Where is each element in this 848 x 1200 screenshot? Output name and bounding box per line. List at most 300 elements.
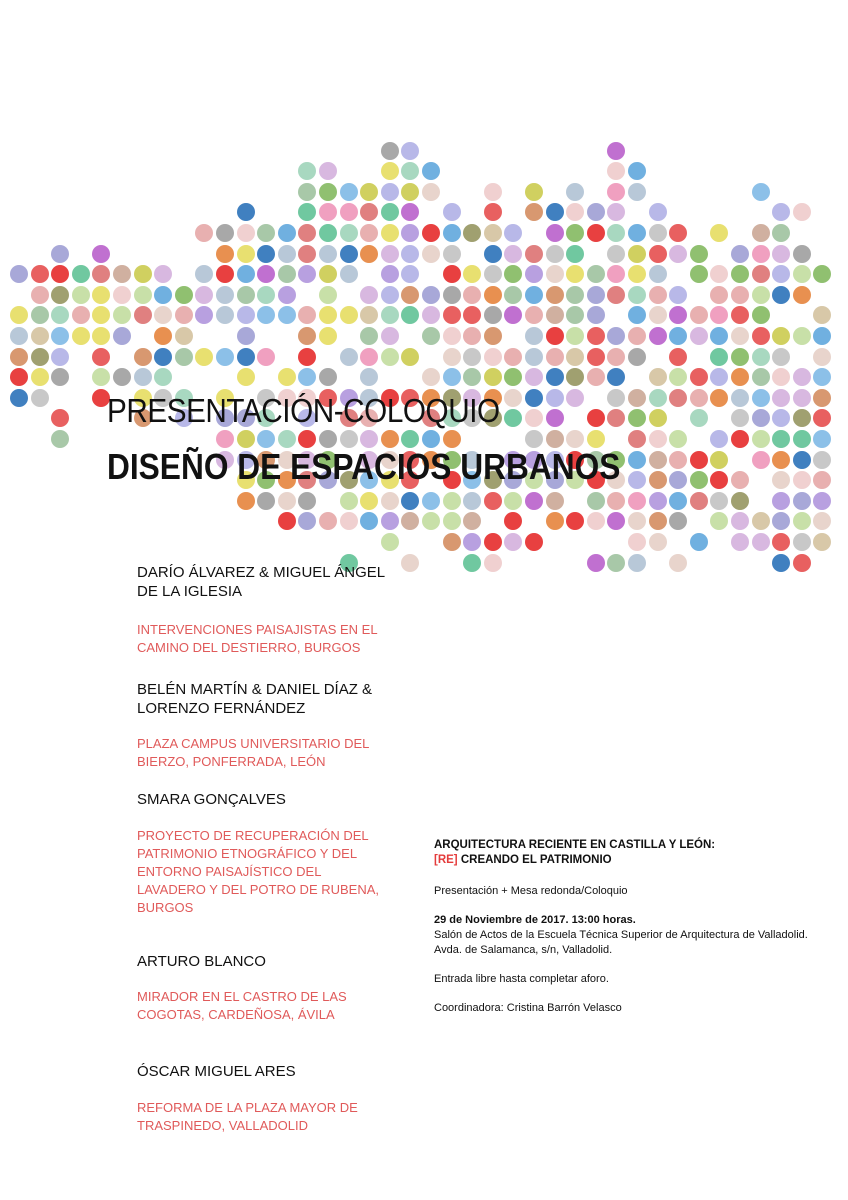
pattern-dot: [72, 286, 90, 304]
pattern-dot: [154, 327, 172, 345]
pattern-dot: [793, 389, 811, 407]
pattern-dot: [649, 471, 667, 489]
speaker-name: BELÉN MARTÍN & DANIEL DÍAZ & LORENZO FERNÁNDEZ: [137, 681, 373, 717]
pattern-dot: [257, 348, 275, 366]
pattern-dot: [319, 224, 337, 242]
pattern-dot: [607, 554, 625, 572]
pattern-dot: [31, 265, 49, 283]
pattern-dot: [504, 306, 522, 324]
pattern-dot: [587, 554, 605, 572]
pattern-dot: [443, 348, 461, 366]
speaker-project: MIRADOR EN EL CASTRO DE LAS COGOTAS, CARDEÑOSA, ÁVILA: [137, 989, 347, 1022]
pattern-dot: [113, 286, 131, 304]
pattern-dot: [628, 348, 646, 366]
pattern-dot: [134, 265, 152, 283]
pattern-dot: [484, 533, 502, 551]
pattern-dot: [340, 245, 358, 263]
pattern-dot: [443, 492, 461, 510]
pattern-dot: [10, 368, 28, 386]
pattern-dot: [319, 265, 337, 283]
pattern-dot: [504, 368, 522, 386]
pattern-dot: [484, 183, 502, 201]
pattern-dot: [525, 245, 543, 263]
pattern-dot: [813, 409, 831, 427]
pattern-dot: [546, 306, 564, 324]
event-title: DISEÑO DE ESPACIOS URBANOS: [107, 446, 621, 487]
pattern-dot: [731, 368, 749, 386]
pattern-dot: [504, 224, 522, 242]
pattern-dot: [731, 245, 749, 263]
pattern-dot: [278, 265, 296, 283]
pattern-dot: [340, 492, 358, 510]
pattern-dot: [340, 265, 358, 283]
pattern-dot: [278, 492, 296, 510]
pattern-dot: [607, 245, 625, 263]
pattern-dot: [360, 224, 378, 242]
pattern-dot: [793, 327, 811, 345]
pattern-dot: [484, 368, 502, 386]
pattern-dot: [216, 348, 234, 366]
pattern-dot: [628, 389, 646, 407]
pattern-dot: [566, 224, 584, 242]
pattern-dot: [360, 306, 378, 324]
pattern-dot: [731, 286, 749, 304]
pattern-dot: [690, 306, 708, 324]
pattern-dot: [298, 368, 316, 386]
pattern-dot: [401, 554, 419, 572]
pattern-dot: [401, 224, 419, 242]
pattern-dot: [31, 306, 49, 324]
pattern-dot: [134, 368, 152, 386]
pattern-dot: [731, 389, 749, 407]
pattern-dot: [463, 327, 481, 345]
pattern-dot: [381, 492, 399, 510]
pattern-dot: [607, 224, 625, 242]
pattern-dot: [813, 471, 831, 489]
pattern-dot: [731, 533, 749, 551]
pattern-dot: [113, 306, 131, 324]
pattern-dot: [298, 224, 316, 242]
pattern-dot: [628, 471, 646, 489]
pattern-dot: [669, 348, 687, 366]
pattern-dot: [422, 306, 440, 324]
pattern-dot: [793, 492, 811, 510]
pattern-dot: [360, 245, 378, 263]
pattern-dot: [31, 389, 49, 407]
pattern-dot: [772, 471, 790, 489]
pattern-dot: [401, 203, 419, 221]
pattern-dot: [51, 368, 69, 386]
pattern-dot: [401, 245, 419, 263]
pattern-dot: [793, 554, 811, 572]
pattern-dot: [607, 368, 625, 386]
pattern-dot: [752, 306, 770, 324]
event-coordinator: Coordinadora: Cristina Barrón Velasco: [434, 1002, 622, 1014]
pattern-dot: [381, 265, 399, 283]
pattern-dot: [484, 327, 502, 345]
pattern-dot: [381, 327, 399, 345]
pattern-dot: [381, 224, 399, 242]
pattern-dot: [237, 203, 255, 221]
pattern-dot: [690, 471, 708, 489]
speaker-project: PLAZA CAMPUS UNIVERSITARIO DEL BIERZO, PONFERRADA, LEÓN: [137, 736, 369, 769]
pattern-dot: [587, 327, 605, 345]
pattern-dot: [443, 306, 461, 324]
pattern-dot: [381, 245, 399, 263]
pattern-dot: [381, 533, 399, 551]
pattern-dot: [31, 348, 49, 366]
pattern-dot: [710, 327, 728, 345]
re-prefix: [RE]: [434, 854, 458, 866]
pattern-dot: [772, 389, 790, 407]
pattern-dot: [319, 162, 337, 180]
pattern-dot: [752, 265, 770, 283]
pattern-dot: [463, 286, 481, 304]
pattern-dot: [92, 306, 110, 324]
pattern-dot: [669, 306, 687, 324]
pattern-dot: [237, 245, 255, 263]
pattern-dot: [649, 451, 667, 469]
pattern-dot: [607, 348, 625, 366]
pattern-dot: [566, 306, 584, 324]
pattern-dot: [340, 512, 358, 530]
pattern-dot: [360, 183, 378, 201]
pattern-dot: [566, 265, 584, 283]
pattern-dot: [752, 183, 770, 201]
pattern-dot: [607, 265, 625, 283]
pattern-dot: [690, 265, 708, 283]
pattern-dot: [546, 327, 564, 345]
pattern-dot: [237, 286, 255, 304]
pattern-dot: [649, 368, 667, 386]
pattern-dot: [649, 286, 667, 304]
pattern-dot: [422, 492, 440, 510]
pattern-dot: [772, 409, 790, 427]
pattern-dot: [298, 265, 316, 283]
pattern-dot: [278, 368, 296, 386]
pattern-dot: [649, 245, 667, 263]
pattern-dot: [278, 306, 296, 324]
pattern-dot: [298, 183, 316, 201]
pattern-dot: [484, 245, 502, 263]
pattern-dot: [628, 183, 646, 201]
pattern-dot: [566, 327, 584, 345]
pattern-dot: [484, 286, 502, 304]
pattern-dot: [772, 286, 790, 304]
pattern-dot: [710, 471, 728, 489]
pattern-dot: [628, 306, 646, 324]
pattern-dot: [628, 265, 646, 283]
pattern-dot: [401, 183, 419, 201]
pattern-dot: [463, 348, 481, 366]
pattern-dot: [175, 348, 193, 366]
pattern-dot: [422, 286, 440, 304]
pattern-dot: [401, 306, 419, 324]
pattern-dot: [381, 183, 399, 201]
pattern-dot: [813, 265, 831, 283]
pattern-dot: [772, 492, 790, 510]
pattern-dot: [793, 245, 811, 263]
pattern-dot: [566, 286, 584, 304]
pattern-dot: [340, 203, 358, 221]
pattern-dot: [401, 265, 419, 283]
pattern-dot: [669, 430, 687, 448]
pattern-dot: [484, 492, 502, 510]
pattern-dot: [51, 265, 69, 283]
pattern-dot: [10, 265, 28, 283]
pattern-dot: [278, 512, 296, 530]
pattern-dot: [154, 368, 172, 386]
pattern-dot: [587, 203, 605, 221]
pattern-dot: [237, 368, 255, 386]
pattern-dot: [422, 327, 440, 345]
speaker-name: ÓSCAR MIGUEL ARES: [137, 1063, 296, 1080]
pattern-dot: [752, 512, 770, 530]
pattern-dot: [195, 224, 213, 242]
pattern-dot: [793, 203, 811, 221]
pattern-dot: [154, 306, 172, 324]
pattern-dot: [360, 203, 378, 221]
pattern-dot: [463, 265, 481, 283]
pattern-dot: [546, 368, 564, 386]
pattern-dot: [525, 409, 543, 427]
pattern-dot: [340, 224, 358, 242]
pattern-dot: [669, 492, 687, 510]
pattern-dot: [628, 286, 646, 304]
pattern-dot: [669, 512, 687, 530]
pattern-dot: [813, 451, 831, 469]
pattern-dot: [607, 327, 625, 345]
pattern-dot: [813, 430, 831, 448]
pattern-dot: [813, 327, 831, 345]
pattern-dot: [319, 286, 337, 304]
pattern-dot: [504, 265, 522, 283]
pattern-dot: [731, 492, 749, 510]
pattern-dot: [504, 492, 522, 510]
pattern-dot: [484, 306, 502, 324]
pattern-dot: [504, 286, 522, 304]
pattern-dot: [587, 512, 605, 530]
pattern-dot: [443, 224, 461, 242]
pattern-dot: [484, 554, 502, 572]
pattern-dot: [731, 430, 749, 448]
pattern-dot: [752, 430, 770, 448]
pattern-dot: [463, 533, 481, 551]
pattern-dot: [772, 265, 790, 283]
pattern-dot: [257, 224, 275, 242]
pattern-dot: [772, 368, 790, 386]
pattern-dot: [690, 533, 708, 551]
pattern-dot: [381, 512, 399, 530]
pattern-dot: [92, 368, 110, 386]
pattern-dot: [319, 203, 337, 221]
pattern-dot: [484, 203, 502, 221]
pattern-dot: [607, 203, 625, 221]
pattern-dot: [504, 512, 522, 530]
pattern-dot: [340, 348, 358, 366]
pattern-dot: [587, 265, 605, 283]
pattern-dot: [566, 348, 584, 366]
pattern-dot: [195, 348, 213, 366]
pattern-dot: [793, 430, 811, 448]
pattern-dot: [51, 306, 69, 324]
pattern-dot: [793, 471, 811, 489]
event-format: Presentación + Mesa redonda/Coloquio: [434, 885, 628, 897]
pattern-dot: [546, 224, 564, 242]
pattern-dot: [649, 389, 667, 407]
pattern-dot: [669, 368, 687, 386]
pattern-dot: [72, 306, 90, 324]
pattern-dot: [607, 389, 625, 407]
pattern-dot: [175, 306, 193, 324]
pattern-dot: [566, 368, 584, 386]
pattern-dot: [752, 286, 770, 304]
pattern-dot: [628, 245, 646, 263]
info-subheading-text: CREANDO EL PATRIMONIO: [457, 854, 612, 866]
presentation-title: PRESENTACIÓN-COLOQUIO: [107, 392, 500, 429]
pattern-dot: [587, 409, 605, 427]
pattern-dot: [546, 348, 564, 366]
pattern-dot: [92, 265, 110, 283]
pattern-dot: [10, 327, 28, 345]
pattern-dot: [401, 142, 419, 160]
event-entry: Entrada libre hasta completar aforo.: [434, 973, 609, 985]
pattern-dot: [298, 327, 316, 345]
pattern-dot: [710, 512, 728, 530]
pattern-dot: [257, 492, 275, 510]
pattern-dot: [731, 512, 749, 530]
pattern-dot: [237, 492, 255, 510]
pattern-dot: [669, 554, 687, 572]
pattern-dot: [463, 224, 481, 242]
pattern-dot: [463, 306, 481, 324]
pattern-dot: [566, 389, 584, 407]
pattern-dot: [710, 224, 728, 242]
pattern-dot: [463, 512, 481, 530]
pattern-dot: [381, 162, 399, 180]
pattern-dot: [422, 224, 440, 242]
pattern-dot: [298, 245, 316, 263]
pattern-dot: [443, 533, 461, 551]
pattern-dot: [484, 265, 502, 283]
pattern-dot: [525, 306, 543, 324]
pattern-dot: [10, 389, 28, 407]
pattern-dot: [422, 162, 440, 180]
pattern-dot: [360, 348, 378, 366]
pattern-dot: [278, 245, 296, 263]
pattern-dot: [504, 409, 522, 427]
pattern-dot: [381, 306, 399, 324]
pattern-dot: [752, 327, 770, 345]
pattern-dot: [504, 389, 522, 407]
pattern-dot: [546, 245, 564, 263]
pattern-dot: [134, 348, 152, 366]
pattern-dot: [525, 348, 543, 366]
pattern-dot: [319, 512, 337, 530]
pattern-dot: [319, 245, 337, 263]
pattern-dot: [731, 471, 749, 489]
pattern-dot: [649, 265, 667, 283]
pattern-dot: [401, 512, 419, 530]
pattern-dot: [257, 286, 275, 304]
pattern-dot: [443, 286, 461, 304]
pattern-dot: [422, 245, 440, 263]
pattern-dot: [772, 451, 790, 469]
pattern-dot: [195, 306, 213, 324]
speaker-name: ARTURO BLANCO: [137, 953, 266, 970]
pattern-dot: [731, 348, 749, 366]
pattern-dot: [752, 389, 770, 407]
pattern-dot: [690, 492, 708, 510]
pattern-dot: [113, 265, 131, 283]
pattern-dot: [113, 327, 131, 345]
pattern-dot: [51, 245, 69, 263]
pattern-dot: [649, 430, 667, 448]
pattern-dot: [813, 533, 831, 551]
pattern-dot: [504, 245, 522, 263]
pattern-dot: [710, 389, 728, 407]
pattern-dot: [628, 554, 646, 572]
pattern-dot: [772, 533, 790, 551]
pattern-dot: [772, 348, 790, 366]
pattern-dot: [216, 224, 234, 242]
pattern-dot: [607, 162, 625, 180]
pattern-dot: [216, 286, 234, 304]
pattern-dot: [237, 265, 255, 283]
pattern-dot: [237, 327, 255, 345]
pattern-dot: [752, 348, 770, 366]
pattern-dot: [175, 286, 193, 304]
pattern-dot: [546, 203, 564, 221]
speaker-project: REFORMA DE LA PLAZA MAYOR DE TRASPINEDO, VALLADOLID: [137, 1100, 358, 1133]
pattern-dot: [793, 409, 811, 427]
pattern-dot: [298, 203, 316, 221]
pattern-dot: [360, 327, 378, 345]
pattern-dot: [443, 265, 461, 283]
pattern-dot: [628, 430, 646, 448]
pattern-dot: [752, 368, 770, 386]
pattern-dot: [443, 245, 461, 263]
pattern-dot: [298, 512, 316, 530]
pattern-dot: [731, 306, 749, 324]
pattern-dot: [298, 162, 316, 180]
pattern-dot: [710, 368, 728, 386]
pattern-dot: [793, 265, 811, 283]
pattern-dot: [525, 389, 543, 407]
pattern-dot: [422, 512, 440, 530]
pattern-dot: [237, 306, 255, 324]
pattern-dot: [587, 368, 605, 386]
pattern-dot: [154, 286, 172, 304]
pattern-dot: [504, 348, 522, 366]
pattern-dot: [772, 245, 790, 263]
pattern-dot: [607, 409, 625, 427]
pattern-dot: [257, 265, 275, 283]
pattern-dot: [690, 451, 708, 469]
pattern-dot: [690, 409, 708, 427]
pattern-dot: [546, 409, 564, 427]
pattern-dot: [31, 327, 49, 345]
pattern-dot: [278, 224, 296, 242]
pattern-dot: [195, 286, 213, 304]
pattern-dot: [566, 245, 584, 263]
pattern-dot: [216, 265, 234, 283]
pattern-dot: [51, 348, 69, 366]
pattern-dot: [298, 348, 316, 366]
pattern-dot: [134, 286, 152, 304]
pattern-dot: [628, 409, 646, 427]
pattern-dot: [257, 306, 275, 324]
